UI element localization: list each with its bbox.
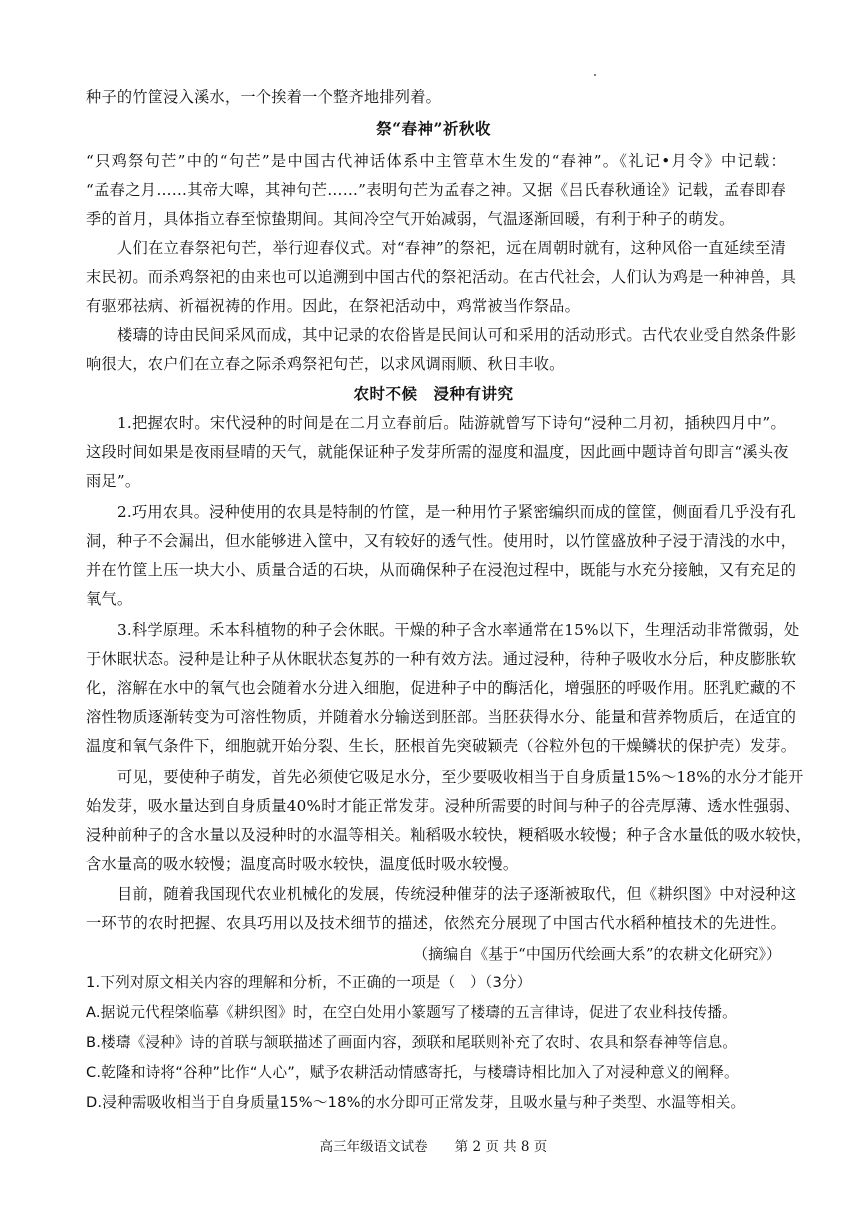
source-citation: （摘编自《基于“中国历代绘画大系”的农耕文化研究》） <box>413 945 781 963</box>
paragraph-line: 楼璹的诗由民间采风而成，其中记录的农俗皆是民间认可和采用的活动形式。古代农业受自然条件影 <box>117 326 797 344</box>
paragraph-line: 响很大，农户们在立春之际杀鸡祭祀句芒，以求风调雨顺、秋日丰收。 <box>86 355 565 373</box>
paragraph-line: “只鸡祭句芒”中的“句芒”是中国古代神话体系中主管草木生发的“春神”。《礼记•月令》中记载： <box>86 152 786 170</box>
section-title-spring-god: 祭“春神”祈秋收 <box>376 119 491 138</box>
paragraph-line: 温度和氧气条件下，细胞就开始分裂、生长，胚根首先突破颖壳（谷粒外包的干燥鳞状的保护壳）发芽。 <box>86 737 797 755</box>
option-c: C.乾隆和诗将“谷种”比作“人心”，赋予农耕活动情感寄托，与楼璹诗相比加入了对浸种意义的阐释。 <box>86 1064 739 1081</box>
paragraph-line: 末民初。而杀鸡祭祀的由来也可以追溯到中国古代的祭祀活动。在古代社会，人们认为鸡是一种神兽，具 <box>86 268 797 286</box>
paragraph-line: 2.巧用农具。浸种使用的农具是特制的竹筐，是一种用竹子紧密编织而成的筐筐，侧面看几乎没有孔 <box>117 503 796 521</box>
paragraph-line: 含水量高的吸水较慢；温度高时吸水较快，温度低时吸水较慢。 <box>86 855 519 873</box>
paragraph-line: 1.把握农时。宋代浸种的时间是在二月立春前后。陆游就曾写下诗句“浸种二月初，插秧四月中”。 <box>117 414 786 432</box>
question-stem: 1.下列对原文相关内容的理解和分析，不正确的一项是（ ）（3分） <box>86 974 532 991</box>
paragraph-line: 这段时间如果是夜雨昼晴的天气，就能保证种子发芽所需的湿度和温度，因此画中题诗首句即言“溪头夜 <box>86 443 789 461</box>
paragraph-line: 化，溶解在水中的氧气也会随着水分进入细胞，促进种子中的酶活化，增强胚的呼吸作用。胚乳贮藏的不 <box>86 679 797 697</box>
paragraph-line: 人们在立春祭祀句芒，举行迎春仪式。对“春神”的祭祀，远在周朝时就有，这种风俗一直延续至清 <box>117 239 786 257</box>
paragraph-line: 季的首月，具体指立春至惊蛰期间。其间冷空气开始减弱，气温逐渐回暖，有利于种子的萌发。 <box>86 210 735 228</box>
scan-speck <box>594 74 596 76</box>
paragraph-line: 并在竹筐上压一块大小、质量合适的石块，从而确保种子在浸泡过程中，既能与水充分接触，又有充足的 <box>86 561 797 579</box>
continued-line: 种子的竹筐浸入溪水，一个挨着一个整齐地排列着。 <box>86 88 442 106</box>
paragraph-line: 洞，种子不会漏出，但水能够进入筐中，又有较好的透气性。使用时，以竹筐盛放种子浸于清浅的水中， <box>86 532 797 550</box>
paragraph-line: 于休眠状态。浸种是让种子从休眠状态复苏的一种有效方法。通过浸种，待种子吸收水分后，种皮膨胀软 <box>86 650 797 668</box>
section-title-soaking: 农时不候 浸种有讲究 <box>353 384 514 403</box>
paragraph-line: 3.科学原理。禾本科植物的种子会休眠。干燥的种子含水率通常在15%以下，生理活动非常微弱，处 <box>117 621 800 639</box>
page-footer: 高三年级语文试卷 第 2 页 共 8 页 <box>319 1139 548 1155</box>
paragraph-line: 氧气。 <box>86 590 133 608</box>
paragraph-line: 目前，随着我国现代农业机械化的发展，传统浸种催芽的法子逐渐被取代，但《耕织图》中对浸种这 <box>117 885 797 903</box>
paragraph-line: 雨足”。 <box>86 472 141 490</box>
option-d: D.浸种需吸收相当于自身质量15%～18%的水分即可正常发芽，且吸水量与种子类型、水温等相关。 <box>86 1094 746 1111</box>
paragraph-line: 有驱邪祛病、祈福祝祷的作用。因此，在祭祀活动中，鸡常被当作祭品。 <box>86 297 580 315</box>
paragraph-line: 浸种前种子的含水量以及浸种时的水温等相关。籼稻吸水较快，粳稻吸水较慢；种子含水量低的吸水较快， <box>86 826 812 844</box>
option-a: A.据说元代程棨临摹《耕织图》时，在空白处用小篆题写了楼璹的五言律诗，促进了农业科技传播。 <box>86 1004 737 1021</box>
paragraph-line: 可见，要使种子萌发，首先必须使它吸足水分，至少要吸收相当于自身质量15%～18%的水分才能开 <box>117 768 804 786</box>
option-b: B.楼璹《浸种》诗的首联与颔联描述了画面内容，颈联和尾联则补充了农时、农具和祭春神等信息。 <box>86 1034 738 1051</box>
paragraph-line: 溶性物质逐渐转变为可溶性物质，并随着水分输送到胚部。当胚获得水分、能量和营养物质后，在适宜的 <box>86 708 797 726</box>
paragraph-line: “孟春之月……其帝大嗥，其神句芒……”表明句芒为孟春之神。又据《吕氏春秋通诠》记载，孟春即春 <box>86 181 786 199</box>
paragraph-line: 始发芽，吸水量达到自身质量40%时才能正常发芽。浸种所需要的时间与种子的谷壳厚薄、透水性强弱、 <box>86 797 800 815</box>
paragraph-line: 一环节的农时把握、农具巧用以及技术细节的描述，依然充分展现了中国古代水稻种植技术的先进性。 <box>86 914 786 932</box>
